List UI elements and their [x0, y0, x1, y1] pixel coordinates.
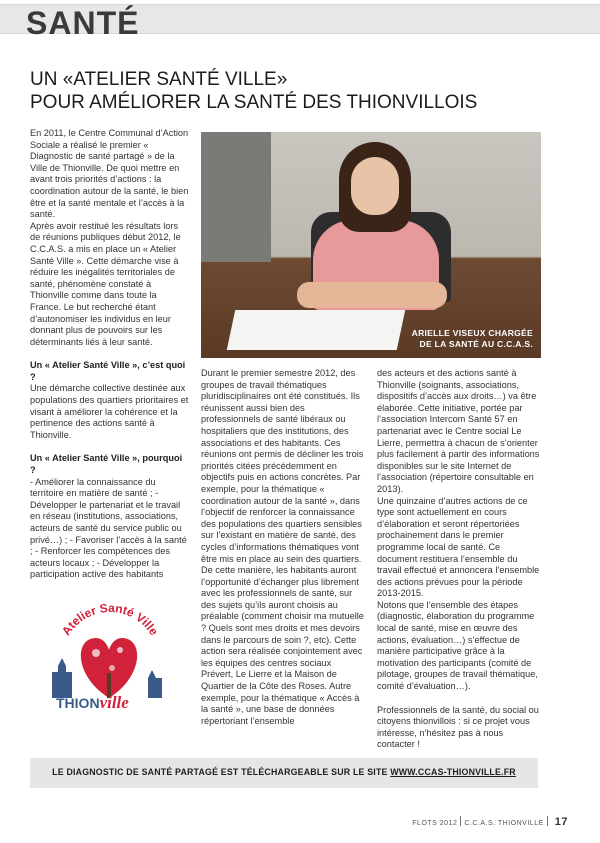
column-3-para-3: Notons que l’ensemble des étapes (diagnostic, élaboration du programme local de santé, mise en œuvre des actions, évaluation…) s’effectue de manière participative grâce à la motivation des participants (comité de pilotage, groupes de travail thématique, comité d’évaluation…).	[377, 599, 538, 692]
footer-separator	[460, 816, 461, 826]
question-1-title: Un « Atelier Santé Ville », c’est quoi ?	[30, 360, 186, 382]
logo-arc-text: Atelier Santé Ville	[58, 600, 162, 639]
portrait-photo	[201, 132, 541, 358]
photo-papers	[227, 310, 406, 350]
download-text: LE DIAGNOSTIC DE SANTÉ PARTAGÉ EST TÉLÉCHARGEABLE SUR LE SITE	[52, 767, 388, 777]
heart-dot-icon	[92, 649, 100, 657]
question-1-text: Une démarche collective destinée aux populations des quartiers prioritaires et visant à améliorer la cohérence et la pertinence des actions santé à Thionville.	[30, 383, 189, 440]
ccas-website-link[interactable]: WWW.CCAS-THIONVILLE.FR	[390, 767, 516, 777]
section-title: SANTÉ	[26, 5, 140, 41]
section-header-bar	[0, 4, 600, 41]
headline-line-2: POUR AMÉLIORER LA SANTÉ DES THIONVILLOIS	[30, 92, 478, 113]
column-3-para-2: Une quinzaine d’autres actions de ce type sont actuellement en cours d’élaboration et seront répertoriées prochainement dans le premier programme local de santé. Ce document restituera l’ensemble du travail effectué et annoncera l’ensemble des actions prévues pour la période 2013-2015.	[377, 495, 540, 599]
column-2-text: Durant le premier semestre 2012, des groupes de travail thématiques pluridisciplinaires ont été constitués. Ils réunissent aussi bien des professionnels de santé libéraux ou hospitaliers que des institutions, des associations et des habitants. Ces réunions ont permis de décliner les trois priorités citées précédemment en objectifs puis en actions concrètes. Par exemple, pour la thématique « coordination autour de la santé », dans l’objectif de renforcer la connaissance des populations des quartiers sensibles sur l’existant en matière de santé, des cycles d’informations thématiques vont être mis en place au sein des quartiers. De cette manière, les habitants auront l’opportunité d’échanger plus librement avec les professionnels de santé, sur des sujets qu’ils auront choisis au préalable (comment choisir ma mutuelle ? Quels sont mes droits et mes devoirs dans le parcours de soin ?, etc). Cette action sera réalisée conjointement avec les équipes des centres sociaux Prévert, Le Lierre et la Maison de Quartier de la Côte des Roses. Autre exemple, pour la thématique « Accès à la santé », une base de données répertoriant l’ensemble	[201, 368, 364, 726]
magazine-name: FLOTS 2012	[412, 820, 458, 827]
download-banner-text	[30, 767, 538, 777]
column-3-para-1: des acteurs et des actions santé à Thionville (soignants, associations, dispositifs d’accès aux droits…) va être élaborée. Cette initiative, portée par l’association Intercom Santé 57 en partenariat avec le Centre social Le Lierre, permettra à chacun de s’orienter plus facilement à partir des informations disponibles sur le site Internet de l’association (répertoire consultable en 2013).	[377, 368, 540, 494]
heart-dot-icon	[117, 647, 123, 653]
organization-name: C.C.A.S. THIONVILLE	[464, 820, 544, 827]
paragraph-2: Après avoir restitué les résultats lors de réunions publiques début 2012, le C.C.A.S. a mis en place un « Atelier Santé Ville ». Cette démarche vise à réduire les inégalités territoriales de santé, phénomène constaté à Thionville comme dans toute la France. Le but recherché étant d’autonomiser les individus en leur donnant plus de pouvoirs sur les déterminants liés à leur santé.	[30, 220, 181, 347]
church-icon	[148, 670, 162, 698]
article-headline	[30, 68, 570, 114]
column-3	[377, 368, 541, 751]
page-number: 17	[554, 816, 568, 828]
download-banner	[30, 758, 538, 788]
question-2-text: - Améliorer la connaissance du territoire en matière de santé ; - Développer le partenariat et le travail en réseau (institutions, associations, acteurs de santé du service public ou privé…) ; - Favoriser l’accès à la santé ; - Renforcer les compétences des acteurs locaux ; - Développer la participation active des habitants	[30, 476, 187, 580]
caption-line-1: ARIELLE VISEUX CHARGÉE	[411, 328, 533, 338]
headline-line-1: UN «ATELIER SANTÉ VILLE»	[30, 69, 288, 90]
column-3-para-4: Professionnels de la santé, du social ou citoyens thionvillois : si ce projet vous intéresse, n’hésitez pas à nous contacter !	[377, 704, 539, 750]
question-2-title: Un « Atelier Santé Ville », pourquoi ?	[30, 453, 183, 476]
caption-line-2: DE LA SANTÉ AU C.C.A.S.	[419, 339, 533, 349]
photo-person-arms	[297, 282, 447, 308]
atelier-sante-ville-logo	[44, 598, 174, 718]
page-footer	[412, 816, 568, 828]
footer-separator	[547, 816, 548, 826]
photo-background	[201, 132, 271, 262]
intro-paragraph: En 2011, le Centre Communal d’Action Sociale a réalisé le premier « Diagnostic de santé partagé » de la Ville de Thionville. De quoi mettre en avant trois priorités d’actions : la coordination autour de la santé, le bien être et la santé mentale et l’accès à la santé.	[30, 128, 189, 220]
column-1	[30, 128, 190, 581]
column-2	[201, 368, 364, 727]
photo-caption	[412, 328, 533, 350]
castle-icon	[52, 658, 72, 698]
photo-person-face	[351, 157, 399, 215]
logo-city-name: THIONville	[56, 693, 129, 712]
heart-dot-icon	[109, 665, 115, 671]
